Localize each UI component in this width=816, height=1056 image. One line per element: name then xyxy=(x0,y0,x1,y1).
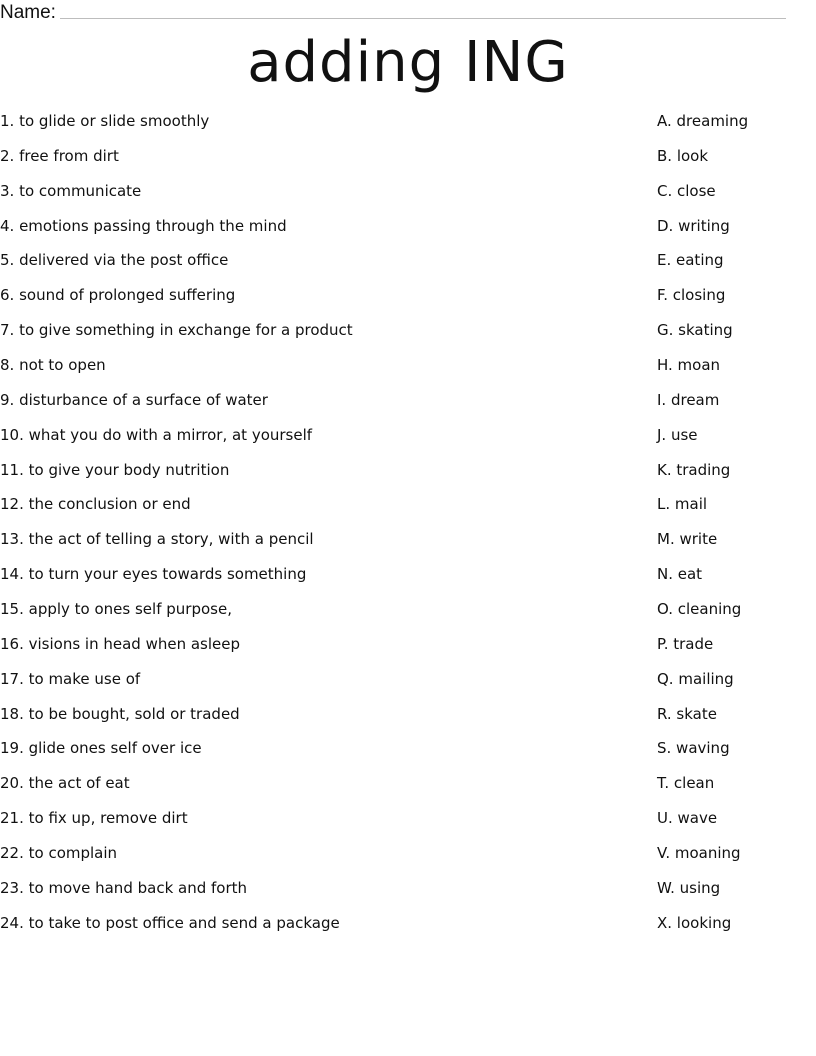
name-field-row xyxy=(0,0,786,22)
clue-text: 4. emotions passing through the mind xyxy=(0,216,287,235)
clue-text: 24. to take to post office and send a package xyxy=(0,913,340,932)
clue-text: 18. to be bought, sold or traded xyxy=(0,704,240,723)
clue-text: 11. to give your body nutrition xyxy=(0,460,230,479)
match-row xyxy=(0,704,816,739)
answer-option: G. skating xyxy=(657,321,733,340)
clue-text: 21. to fix up, remove dirt xyxy=(0,809,188,828)
clue-text: 8. not to open xyxy=(0,356,106,375)
answer-option: L. mail xyxy=(657,495,708,514)
answer-option: J. use xyxy=(657,425,698,444)
answer-option: W. using xyxy=(657,878,721,897)
match-row xyxy=(0,529,816,564)
match-row xyxy=(0,773,816,808)
match-row xyxy=(0,146,816,181)
matching-list xyxy=(0,111,816,948)
worksheet-title: adding ING xyxy=(247,30,569,95)
answer-option: M. write xyxy=(657,530,718,549)
name-label: Name: xyxy=(0,2,56,23)
clue-text: 19. glide ones self over ice xyxy=(0,739,202,758)
match-row xyxy=(0,250,816,285)
clue-text: 14. to turn your eyes towards something xyxy=(0,565,307,584)
match-row xyxy=(0,843,816,878)
answer-option: S. waving xyxy=(657,739,730,758)
match-row xyxy=(0,878,816,913)
match-row xyxy=(0,355,816,390)
clue-text: 16. visions in head when asleep xyxy=(0,634,241,653)
answer-option: D. writing xyxy=(657,216,730,235)
answer-option: R. skate xyxy=(657,704,717,723)
match-row xyxy=(0,494,816,529)
answer-option: U. wave xyxy=(657,809,718,828)
name-input-line[interactable] xyxy=(60,18,786,19)
answer-option: K. trading xyxy=(657,460,731,479)
match-row xyxy=(0,390,816,425)
match-row xyxy=(0,216,816,251)
match-row xyxy=(0,913,816,948)
answer-option: P. trade xyxy=(657,634,714,653)
answer-option: Q. mailing xyxy=(657,669,734,688)
answer-option: C. close xyxy=(657,181,716,200)
clue-text: 10. what you do with a mirror, at yourself xyxy=(0,425,313,444)
match-row xyxy=(0,669,816,704)
match-row xyxy=(0,425,816,460)
match-row xyxy=(0,738,816,773)
match-row xyxy=(0,808,816,843)
answer-option: E. eating xyxy=(657,251,724,270)
match-row xyxy=(0,320,816,355)
answer-option: I. dream xyxy=(657,390,720,409)
answer-option: F. closing xyxy=(657,286,726,305)
match-row xyxy=(0,564,816,599)
clue-text: 6. sound of prolonged suffering xyxy=(0,286,236,305)
answer-option: H. moan xyxy=(657,356,721,375)
answer-option: B. look xyxy=(657,146,709,165)
clue-text: 5. delivered via the post office xyxy=(0,251,229,270)
clue-text: 17. to make use of xyxy=(0,669,141,688)
clue-text: 23. to move hand back and forth xyxy=(0,878,248,897)
answer-option: N. eat xyxy=(657,565,703,584)
clue-text: 22. to complain xyxy=(0,844,118,863)
clue-text: 20. the act of eat xyxy=(0,774,130,793)
clue-text: 12. the conclusion or end xyxy=(0,495,191,514)
answer-option: T. clean xyxy=(657,774,715,793)
clue-text: 15. apply to ones self purpose, xyxy=(0,600,232,619)
clue-text: 1. to glide or slide smoothly xyxy=(0,112,210,130)
clue-text: 13. the act of telling a story, with a pencil xyxy=(0,530,314,549)
clue-text: 3. to communicate xyxy=(0,181,142,200)
match-row xyxy=(0,634,816,669)
answer-option: A. dreaming xyxy=(657,112,749,130)
match-row xyxy=(0,599,816,634)
clue-text: 7. to give something in exchange for a product xyxy=(0,321,353,340)
answer-option: V. moaning xyxy=(657,844,741,863)
match-row xyxy=(0,181,816,216)
match-row xyxy=(0,285,816,320)
clue-text: 9. disturbance of a surface of water xyxy=(0,390,268,409)
answer-option: O. cleaning xyxy=(657,600,742,619)
match-row xyxy=(0,460,816,495)
clue-text: 2. free from dirt xyxy=(0,146,119,165)
answer-option: X. looking xyxy=(657,913,732,932)
match-row xyxy=(0,111,816,146)
